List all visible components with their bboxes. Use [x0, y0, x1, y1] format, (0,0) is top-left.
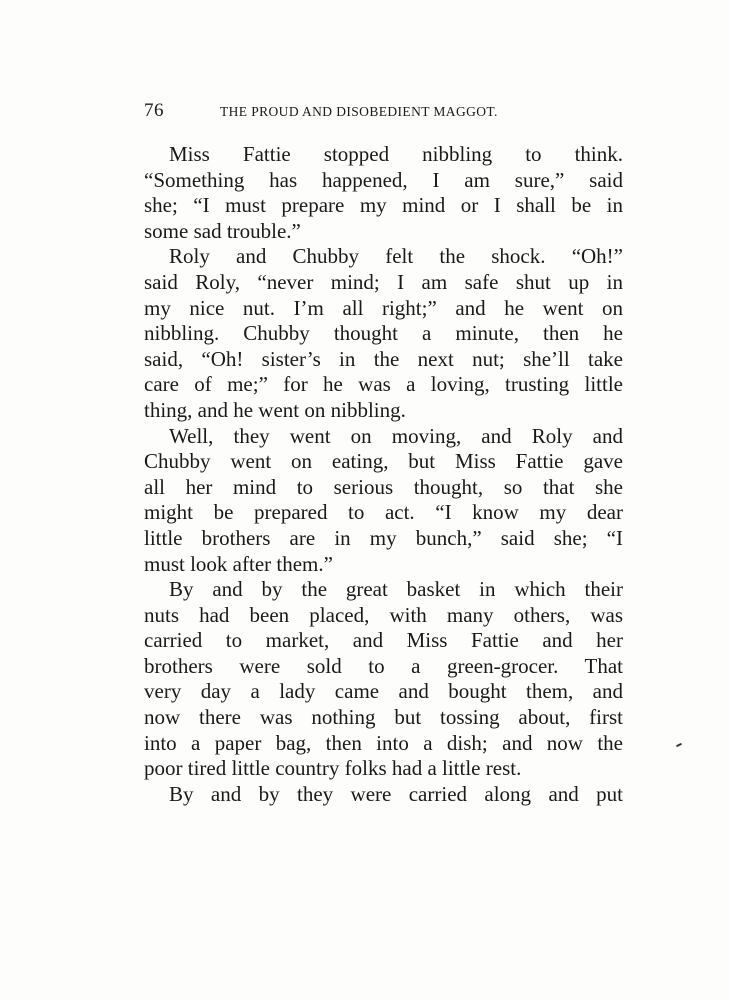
text-line: nibbling. Chubby thought a minute, then he [144, 321, 623, 346]
running-title: THE PROUD AND DISOBEDIENT MAGGOT. [220, 104, 498, 119]
text-line: might be prepared to act. “I know my dear [144, 500, 623, 525]
running-head [144, 100, 624, 126]
page-number: 76 [144, 100, 164, 121]
text-line: Well, they went on moving, and Roly and [169, 423, 623, 448]
text-line: said Roly, “never mind; I am safe shut up in [144, 269, 623, 294]
text-line: By and by the great basket in which their [169, 577, 623, 602]
text-line: Miss Fattie stopped nibbling to think. [169, 142, 623, 166]
body-text [144, 142, 623, 807]
text-line: she; “I must prepare my mind or I shall be in [144, 193, 623, 218]
text-line: Chubby went on eating, but Miss Fattie gave [144, 449, 623, 474]
text-line: little brothers are in my bunch,” said she; “I [144, 525, 623, 550]
text-line: “Something has happened, I am sure,” said [144, 167, 623, 192]
ink-speck [676, 743, 682, 747]
text-line: into a paper bag, then into a dish; and now the [144, 730, 623, 755]
text-line: poor tired little country folks had a little rest. [144, 756, 522, 781]
text-line: very day a lady came and bought them, and [144, 679, 623, 704]
text-line: my nice nut. I’m all right;” and he went on [144, 295, 623, 320]
text-line: brothers were sold to a green-grocer. That [144, 653, 623, 678]
text-line: care of me;” for he was a loving, trusting little [144, 372, 623, 397]
text-line: all her mind to serious thought, so that she [144, 474, 623, 499]
text-line: some sad trouble.” [144, 218, 301, 243]
text-line: said, “Oh! sister’s in the next nut; she’ll take [144, 346, 623, 371]
text-line: Roly and Chubby felt the shock. “Oh!” [169, 244, 623, 269]
text-line: By and by they were carried along and put [169, 781, 623, 806]
text-line: carried to market, and Miss Fattie and her [144, 628, 623, 653]
text-line: thing, and he went on nibbling. [144, 397, 406, 422]
text-line: must look after them.” [144, 551, 333, 576]
text-line: now there was nothing but tossing about, first [144, 705, 623, 730]
text-line: nuts had been placed, with many others, was [144, 602, 623, 627]
